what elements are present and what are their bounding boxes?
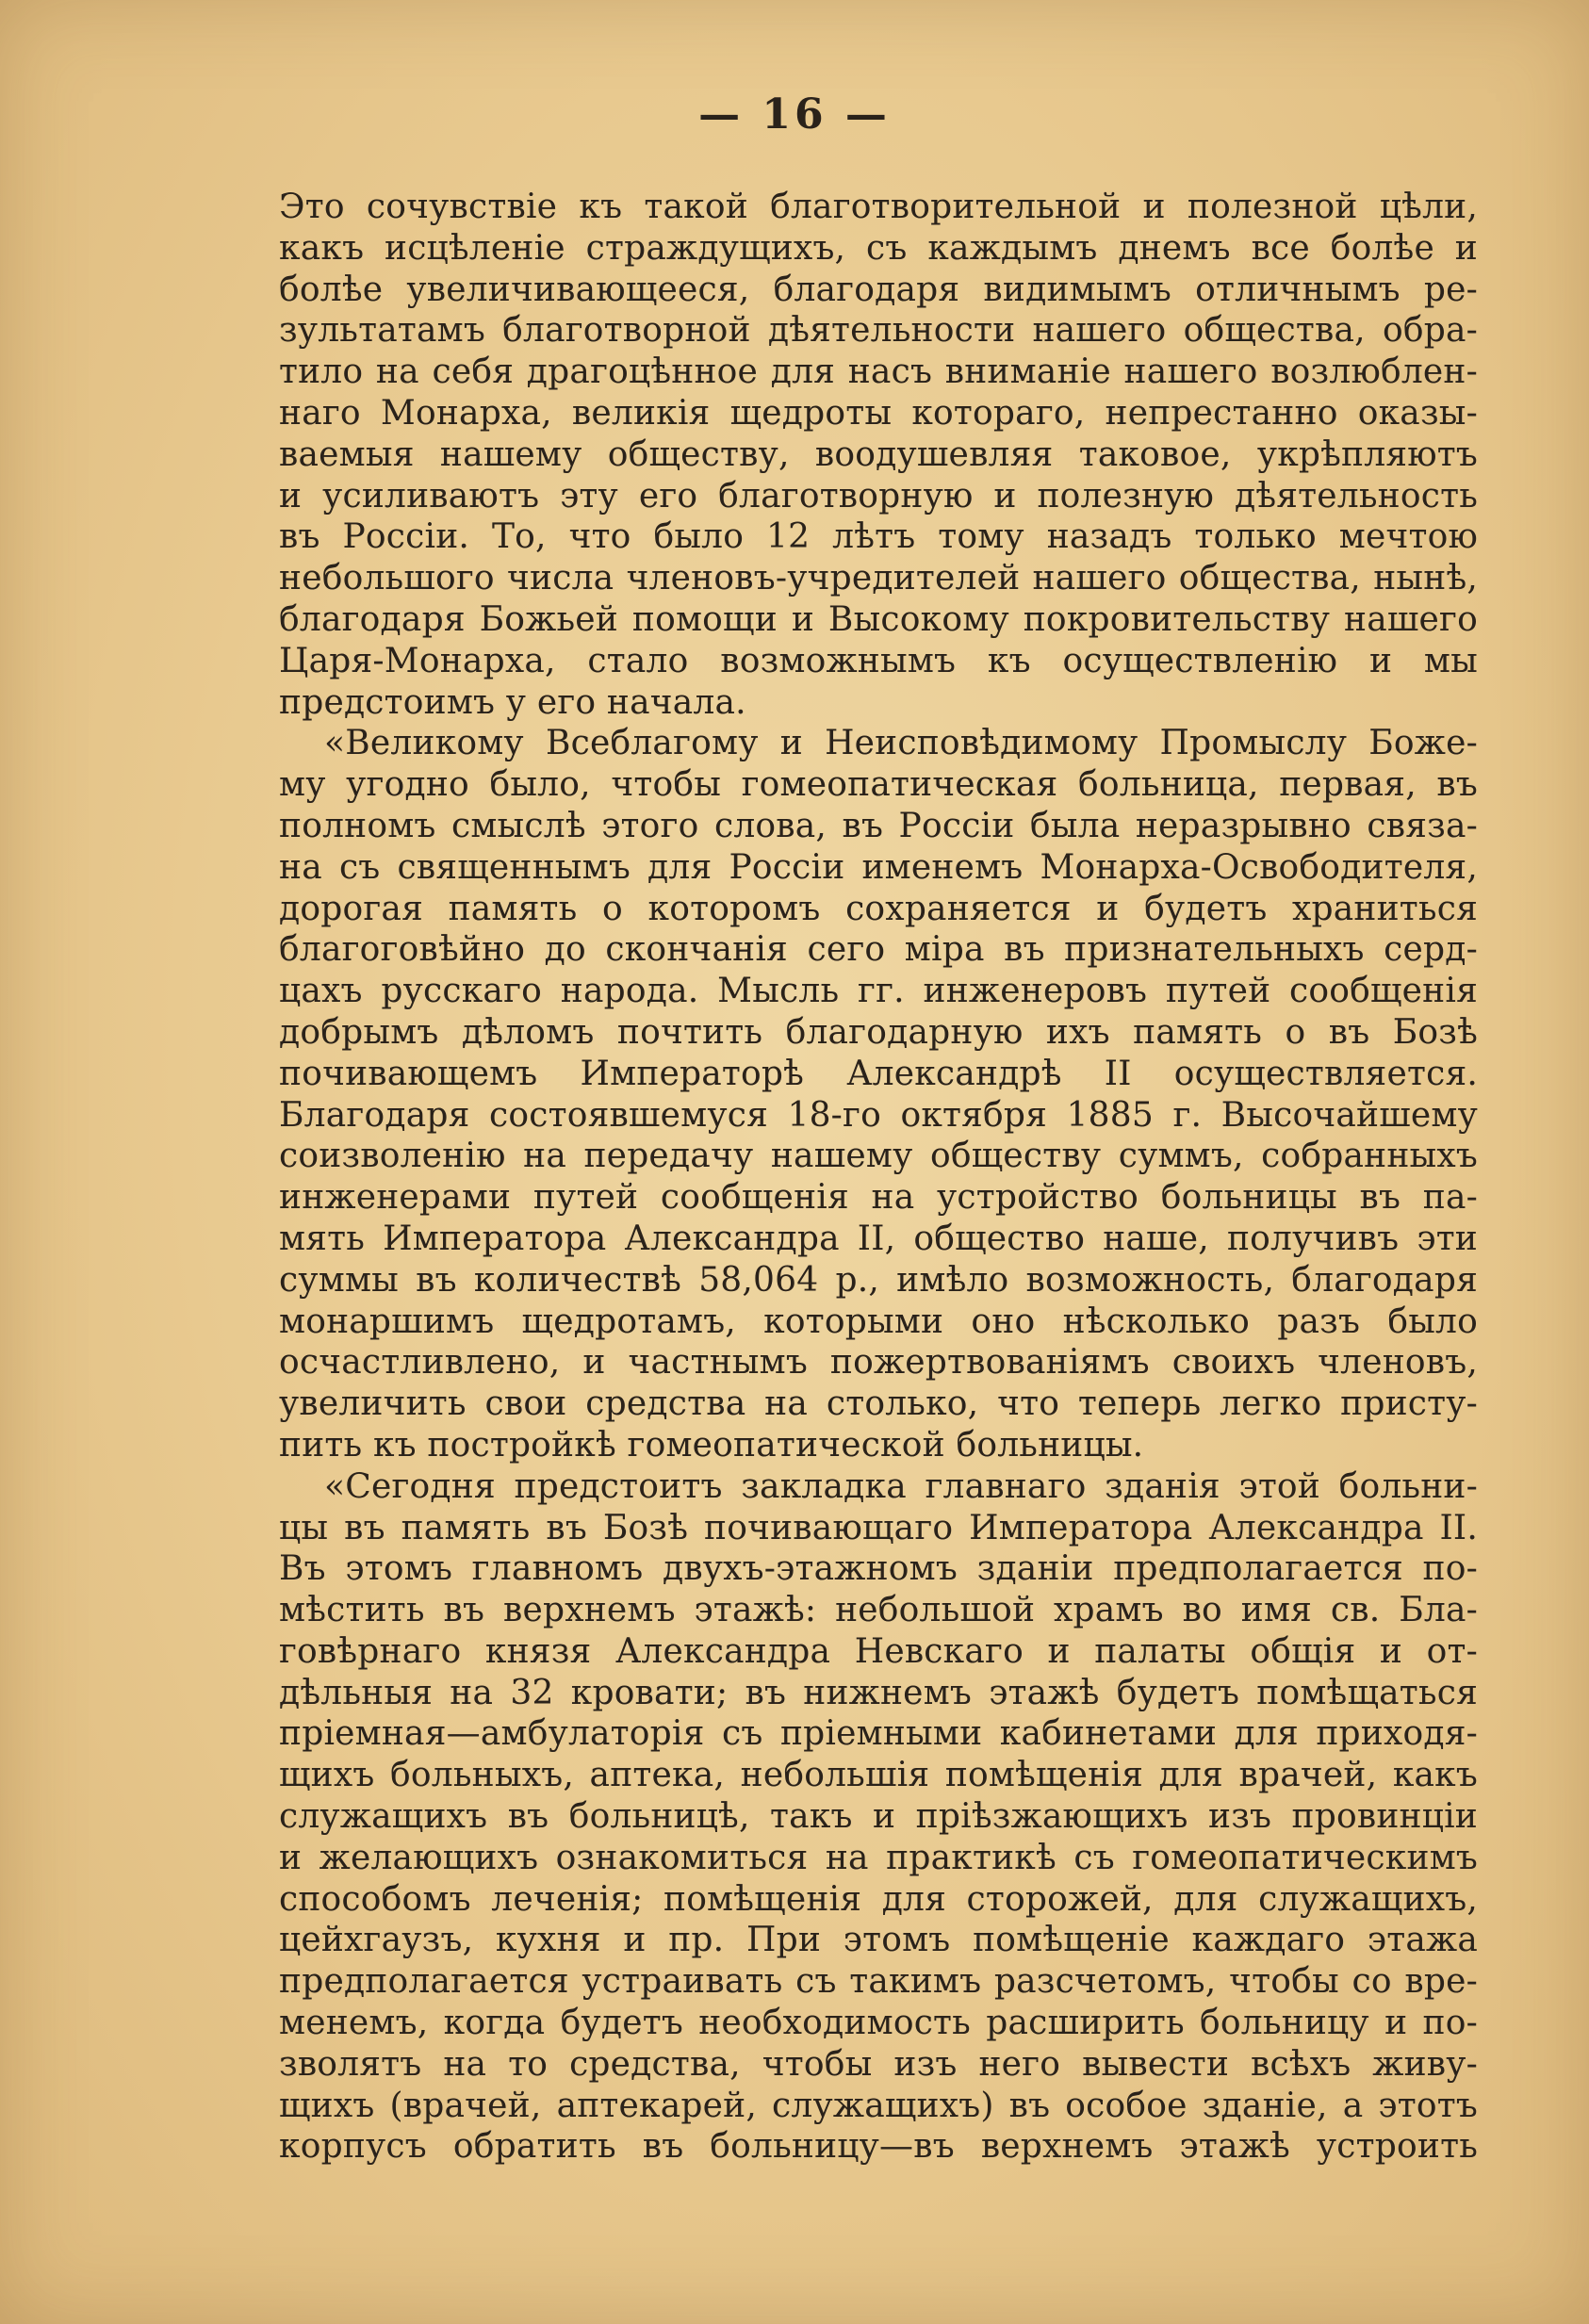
- text-line: благодаря Божьей помощи и Высокому покровительству нашего: [279, 599, 1478, 639]
- text-line: «Великому Всеблагому и Неисповѣдимому Промыслу Боже-: [324, 724, 1478, 763]
- text-line: зволятъ на то средства, чтобы изъ него вывести всѣхъ живу-: [279, 2044, 1478, 2084]
- text-line: Въ этомъ главномъ двухъ-этажномъ зданіи предполагается по-: [279, 1549, 1478, 1589]
- text-line: добрымъ дѣломъ почтить благодарную ихъ память о въ Бозѣ: [279, 1012, 1478, 1052]
- text-line: дорогая память о которомъ сохраняется и будетъ храниться: [279, 889, 1478, 928]
- text-line: корпусъ обратить въ больницу—въ верхнемъ этажѣ устроить: [279, 2127, 1478, 2167]
- text-line: какъ исцѣленіе страждущихъ, съ каждымъ днемъ все болѣе и: [279, 228, 1478, 268]
- text-line: цейхгаузъ, кухня и пр. При этомъ помѣщеніе каждаго этажа: [279, 1921, 1478, 1960]
- text-line: почивающемъ Императорѣ Александрѣ II осуществляется.: [279, 1054, 1478, 1093]
- text-line: зультатамъ благотворной дѣятельности нашего общества, обра-: [279, 311, 1478, 351]
- text-line: болѣе увеличивающееся, благодаря видимымъ отличнымъ ре-: [279, 270, 1478, 309]
- text-line: способомъ леченія; помѣщенія для сторожей, для служащихъ,: [279, 1879, 1478, 1919]
- text-line: увеличить свои средства на столько, что теперь легко присту-: [279, 1384, 1478, 1424]
- text-line: на съ священнымъ для Россіи именемъ Монарха-Освободителя,: [279, 847, 1478, 887]
- text-line: суммы въ количествѣ 58,064 р., имѣло возможность, благодаря: [279, 1260, 1478, 1300]
- text-line: въ Россіи. То, что было 12 лѣтъ тому назадъ только мечтою: [279, 517, 1478, 557]
- text-line: говѣрнаго князя Александра Невскаго и палаты общія и от-: [279, 1631, 1478, 1671]
- text-line: пріемная—амбулаторія съ пріемными кабинетами для приходя-: [279, 1714, 1478, 1754]
- text-line: предстоимъ у его начала.: [279, 682, 746, 722]
- text-line: пить къ постройкѣ гомеопатической больницы.: [279, 1425, 1144, 1465]
- text-line: тило на себя драгоцѣнное для насъ вниманіе нашего возлюблен-: [279, 352, 1478, 392]
- text-line: мять Императора Александра II, общество наше, получивъ эти: [279, 1219, 1478, 1258]
- body-text: [279, 187, 1478, 2168]
- text-line: соизволенію на передачу нашему обществу суммъ, собранныхъ: [279, 1137, 1478, 1176]
- text-line: осчастливлено, и частнымъ пожертвованіямъ своихъ членовъ,: [279, 1343, 1478, 1383]
- text-line: ваемыя нашему обществу, воодушевляя таковое, укрѣпляютъ: [279, 434, 1478, 474]
- text-line: благоговѣйно до скончанія сего міра въ признательныхъ серд-: [279, 930, 1478, 970]
- text-line: щихъ больныхъ, аптека, небольшія помѣщенія для врачей, какъ: [279, 1756, 1478, 1795]
- text-line: наго Монарха, великія щедроты котораго, непрестанно оказы-: [279, 393, 1478, 433]
- text-line: Царя-Монарха, стало возможнымъ къ осуществленію и мы: [279, 641, 1478, 680]
- text-line: небольшого числа членовъ-учредителей нашего общества, нынѣ,: [279, 559, 1478, 598]
- text-line: и желающихъ ознакомиться на практикѣ съ гомеопатическимъ: [279, 1838, 1478, 1877]
- text-line: менемъ, когда будетъ необходимость расширить больницу и по-: [279, 2004, 1478, 2043]
- page-number: — 16 —: [698, 90, 891, 139]
- text-line: предполагается устраивать съ такимъ разсчетомъ, чтобы со вре-: [279, 1962, 1478, 2002]
- text-line: мѣстить въ верхнемъ этажѣ: небольшой храмъ во имя св. Бла-: [279, 1591, 1478, 1630]
- text-line: щихъ (врачей, аптекарей, служащихъ) въ особое зданіе, а этотъ: [279, 2086, 1478, 2125]
- text-line: инженерами путей сообщенія на устройство больницы въ па-: [279, 1178, 1478, 1218]
- text-line: му угодно было, чтобы гомеопатическая больница, первая, въ: [279, 765, 1478, 805]
- text-line: Благодаря состоявшемуся 18-го октября 1885 г. Высочайшему: [279, 1095, 1478, 1135]
- text-line: Это сочувствіе къ такой благотворительной и полезной цѣли,: [279, 188, 1478, 226]
- text-line: служащихъ въ больницѣ, такъ и пріѣзжающихъ изъ провинціи: [279, 1797, 1478, 1837]
- text-line: цахъ русскаго народа. Мысль гг. инженеровъ путей сообщенія: [279, 972, 1478, 1011]
- text-line: дѣльныя на 32 кровати; въ нижнемъ этажѣ будетъ помѣщаться: [279, 1673, 1478, 1712]
- text-line: полномъ смыслѣ этого слова, въ Россіи была неразрывно связа-: [279, 806, 1478, 845]
- text-line: «Сегодня предстоитъ закладка главнаго зданія этой больни-: [324, 1466, 1478, 1506]
- text-line: цы въ память въ Бозѣ почивающаго Императора Александра II.: [279, 1508, 1478, 1547]
- text-line: монаршимъ щедротамъ, которыми оно нѣсколько разъ было: [279, 1301, 1478, 1341]
- text-line: и усиливаютъ эту его благотворную и полезную дѣятельность: [279, 476, 1478, 516]
